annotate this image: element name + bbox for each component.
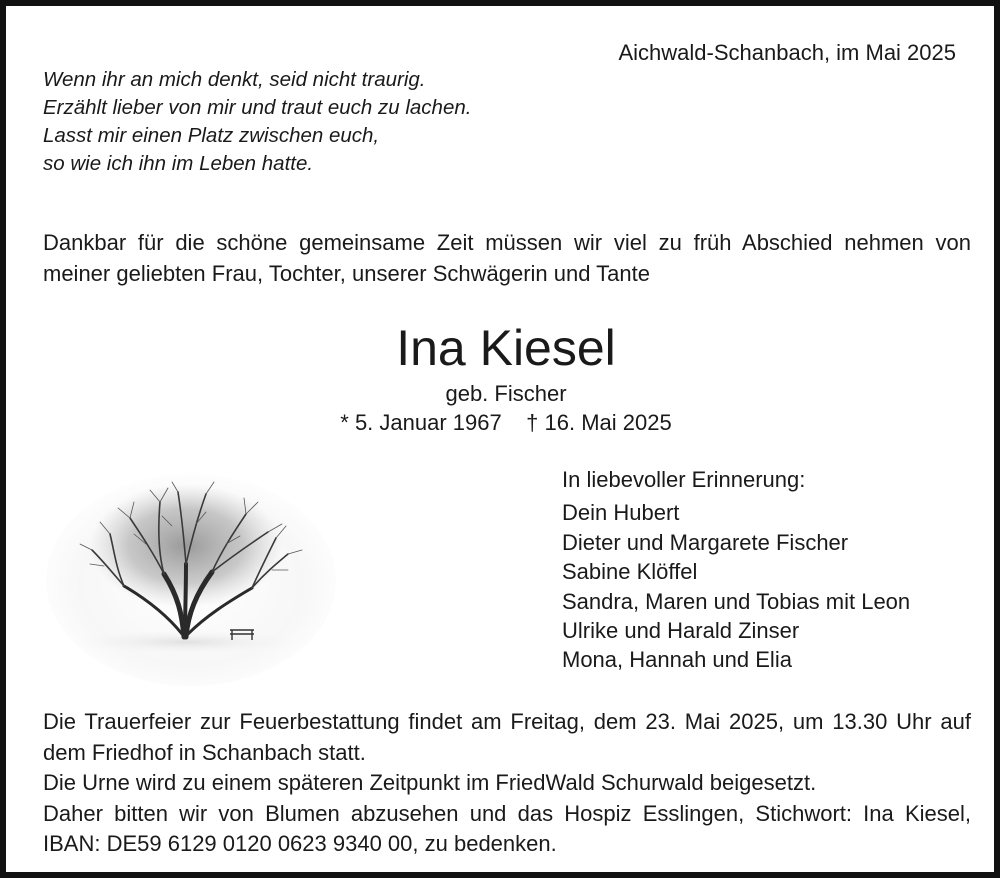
poem-line: so wie ich ihn im Leben hatte. xyxy=(43,152,314,175)
mourner-name: Sandra, Maren und Tobias mit Leon xyxy=(562,588,911,614)
mourner-name: Sabine Klöffel xyxy=(562,559,698,585)
mourner-name: Dieter und Margarete Fischer xyxy=(562,529,849,555)
deceased-name: Ina Kiesel xyxy=(396,320,616,376)
poem-line: Wenn ihr an mich denkt, seid nicht traurig. xyxy=(43,68,426,91)
mourners-list xyxy=(562,465,910,675)
poem xyxy=(43,66,471,178)
mourners-heading: In liebevoller Erinnerung: xyxy=(562,467,806,492)
donation-info: Daher bitten wir von Blumen abzusehen und das Hospiz Esslingen, Stichwort: Ina Kiesel, IBAN: DE59 6129 0120 0623 9340 00, zu bedenken. xyxy=(43,800,971,856)
mourner-name: Mona, Hannah und Elia xyxy=(562,647,792,673)
life-dates: * 5. Januar 1967 † 16. Mai 2025 xyxy=(340,410,672,435)
intro-text: Dankbar für die schöne gemeinsame Zeit müssen wir viel zu früh Abschied nehmen von meiner geliebten Frau, Tochter, unserer Schwägerin und Tante xyxy=(43,230,971,286)
poem-line: Erzählt lieber von mir und traut euch zu lachen. xyxy=(43,96,472,119)
urn-info: Die Urne wird zu einem späteren Zeitpunkt im FriedWald Schurwald beigesetzt. xyxy=(43,770,817,795)
tree-with-bench-photo xyxy=(46,474,336,686)
mourner-name: Dein Hubert xyxy=(562,500,680,526)
service-info xyxy=(43,707,971,860)
place-date: Aichwald-Schanbach, im Mai 2025 xyxy=(618,40,956,65)
maiden-name: geb. Fischer xyxy=(445,381,567,406)
mourner-name: Ulrike und Harald Zinser xyxy=(562,618,800,644)
funeral-info: Die Trauerfeier zur Feuerbestattung findet am Freitag, dem 23. Mai 2025, um 13.30 Uhr auf dem Friedhof in Schanbach statt. xyxy=(43,709,971,765)
poem-line: Lasst mir einen Platz zwischen euch, xyxy=(43,124,380,147)
